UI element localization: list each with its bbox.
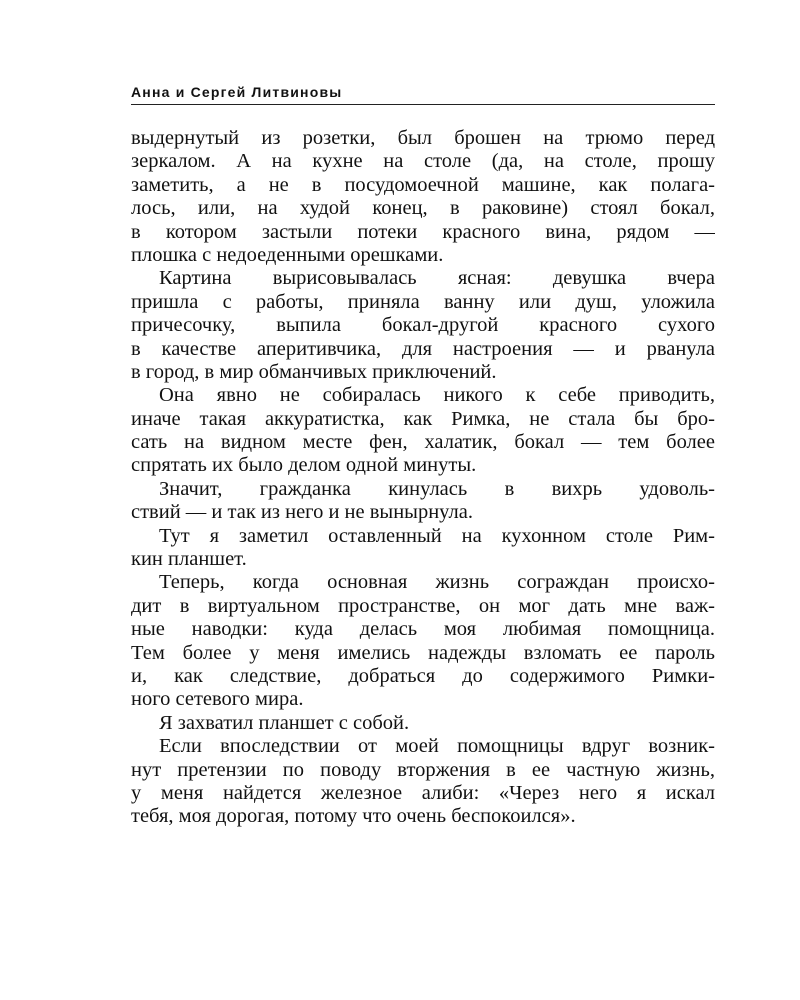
- paragraph-first-line: Картина вырисовывалась ясная: девушка вчера: [159, 267, 715, 290]
- text-line: в качестве аперитивчика, для настроения — и рванула: [131, 337, 715, 360]
- running-head-authors: Анна и Сергей Литвиновы: [131, 84, 343, 100]
- header-rule: [131, 104, 715, 105]
- text-line: в котором застыли потеки красного вина, рядом —: [131, 220, 715, 243]
- text-line: и, как следствие, добраться до содержимого Римки-: [131, 664, 715, 687]
- text-line: причесочку, выпила бокал-другой красного сухого: [131, 314, 715, 337]
- paragraph-first-line: Значит, гражданка кинулась в вихрь удоволь-: [159, 477, 715, 500]
- text-line: выдернутый из розетки, был брошен на трюмо перед: [131, 127, 715, 149]
- text-line: тебя, моя дорогая, потому что очень беспокоился».: [131, 805, 576, 828]
- text-line: сать на видном месте фен, халатик, бокал — тем более: [131, 431, 715, 454]
- text-line: в город, в мир обманчивых приключений.: [131, 360, 497, 383]
- text-line: заметить, а не в посудомоечной машине, как полага-: [131, 173, 715, 196]
- text-line: лось, или, на худой конец, в раковине) стоял бокал,: [131, 197, 715, 220]
- text-line: у меня найдется железное алиби: «Через него я искал: [131, 781, 715, 804]
- text-line: нут претензии по поводу вторжения в ее частную жизнь,: [131, 758, 715, 781]
- text-line: зеркалом. А на кухне на столе (да, на столе, прошу: [131, 150, 715, 173]
- paragraph-first-line: Теперь, когда основная жизнь сограждан происхо-: [159, 571, 715, 594]
- body-text: [131, 127, 715, 829]
- paragraph-first-line: Тут я заметил оставленный на кухонном столе Рим-: [159, 524, 715, 547]
- text-line: пришла с работы, приняла ванну или душ, уложила: [131, 290, 715, 313]
- paragraph-first-line: Если впоследствии от моей помощницы вдруг возник-: [159, 735, 715, 758]
- text-line: ного сетевого мира.: [131, 688, 304, 711]
- paragraph-first-line: Я захватил планшет с собой.: [159, 711, 410, 734]
- paragraph-first-line: Она явно не собиралась никого к себе приводить,: [159, 384, 715, 407]
- text-line: иначе такая аккуратистка, как Римка, не стала бы бро-: [131, 407, 715, 430]
- text-line: кин планшет.: [131, 548, 247, 571]
- text-line: ствий — и так из него и не вынырнула.: [131, 501, 473, 524]
- text-line: дит в виртуальном пространстве, он мог дать мне важ-: [131, 594, 715, 617]
- text-line: Тем более у меня имелись надежды взломать ее пароль: [131, 641, 715, 664]
- text-line: спрятать их было делом одной минуты.: [131, 454, 477, 477]
- text-line: ные наводки: куда делась моя любимая помощница.: [131, 618, 715, 641]
- text-line: плошка с недоеденными орешками.: [131, 243, 444, 266]
